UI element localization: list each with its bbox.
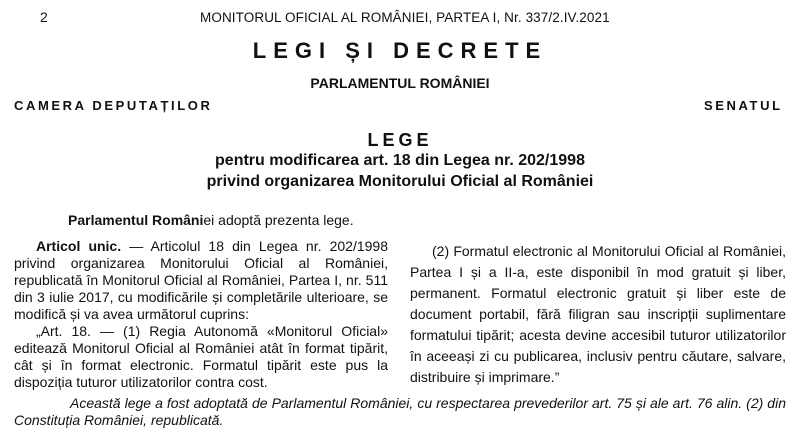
adoption-statement: [68, 212, 354, 228]
chamber-of-deputies-label: CAMERA DEPUTAȚILOR: [14, 98, 213, 113]
law-title-line-2: privind organizarea Monitorului Oficial al României: [206, 173, 594, 190]
left-column: [14, 238, 388, 391]
article-paragraph-1: „Art. 18. — (1) Regia Autonomă «Monitorul Oficial» editează Monitorul Oficial al României atât în format tipărit, cât și în format electronic. Formatul tipărit este pus la dispoziția tuturor utilizatorilor contra cost.: [14, 323, 388, 390]
section-title: LEGI ȘI DECRETE: [252, 38, 548, 63]
article-paragraph-2: (2) Formatul electronic al Monitorului Oficial al României, Partea I și a II-a, este disponibil în mod gratuit și liber, permanent. Formatul electronic gratuit și liber este de document portabil, fără filigran sau inscripții suplimentare formatului tipărit; acesta devine accesibil tuturor utilizatorilor în aceeași zi cu publicarea, inclusiv pentru căutare, salvare, distribuire și imprimare.”: [410, 243, 786, 385]
right-column: [410, 241, 786, 388]
footer-note: Această lege a fost adoptată de Parlamentul României, cu respectarea prevederilor art. 75 și ale art. 76 alin. (2) din Constituția României, republicată.: [14, 395, 786, 428]
page-number: 2: [40, 9, 48, 25]
law-heading: LEGE: [367, 130, 433, 150]
running-header: MONITORUL OFICIAL AL ROMÂNIEI, PARTEA I, Nr. 337/2.IV.2021: [200, 10, 610, 25]
parliament-heading: PARLAMENTUL ROMÂNIEI: [310, 75, 490, 91]
law-title-line-1: pentru modificarea art. 18 din Legea nr. 202/1998: [215, 152, 585, 169]
adoption-bold: Parlamentul Români: [68, 212, 204, 228]
article-intro: — Articolul 18 din Legea nr. 202/1998 privind organizarea Monitorului Oficial al României, republicată în Monitorul Oficial al României, Partea I, nr. 511 din 3 iulie 2017, cu modificările și completările ulterioare, se modifică și va avea următorul cuprins:: [14, 238, 388, 322]
senate-label: SENATUL: [704, 98, 783, 113]
article-label: Articol unic.: [36, 238, 122, 254]
article-intro-paragraph: [14, 238, 388, 323]
adoption-rest: ei adoptă prezenta lege.: [203, 212, 354, 228]
